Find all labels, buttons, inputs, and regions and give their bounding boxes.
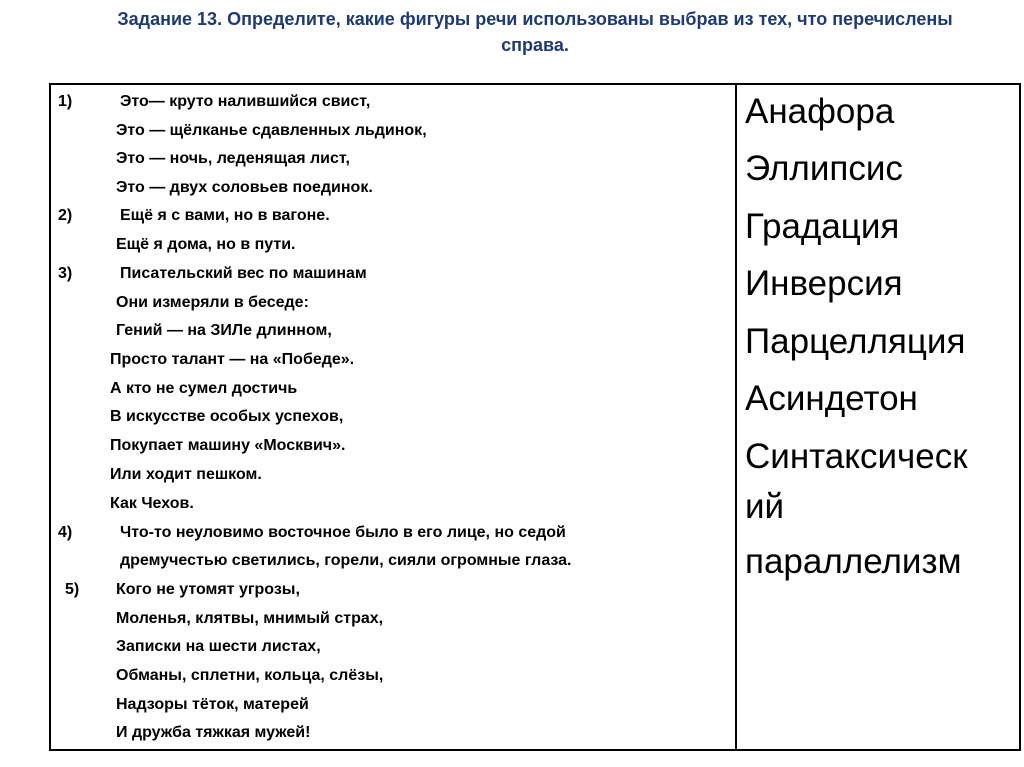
example-line: А кто не сумел достичь — [110, 380, 298, 397]
example-line: Что-то неуловимо восточное было в его лице, но седой — [120, 524, 566, 541]
table-column-divider — [735, 83, 737, 751]
example-line: Просто талант — на «Победе». — [110, 351, 355, 368]
example-line: И дружба тяжкая мужей! — [116, 724, 311, 741]
item-number: 4) — [58, 524, 73, 541]
term-parcellation: Парцелляция — [745, 322, 966, 361]
example-line: Записки на шести листах, — [116, 638, 321, 655]
term-inversion: Инверсия — [745, 264, 903, 303]
term-ellipsis: Эллипсис — [745, 149, 903, 188]
example-line: Это — ночь, леденящая лист, — [116, 150, 350, 167]
example-line: Покупает машину «Москвич». — [110, 437, 346, 454]
term-asyndeton: Асиндетон — [745, 379, 918, 418]
example-line: Писательский вес по машинам — [120, 265, 367, 282]
example-line: Это — щёлканье сдавленных льдинок, — [116, 122, 427, 139]
term-gradation: Градация — [745, 207, 900, 246]
example-line: Они измеряли в беседе: — [116, 294, 309, 311]
task-title-line-2: справа. — [501, 35, 569, 55]
example-line: Моленья, клятвы, мнимый страх, — [116, 610, 384, 627]
example-line: В искусстве особых успехов, — [110, 408, 344, 425]
example-line: Ещё я с вами, но в вагоне. — [120, 207, 330, 224]
task-title — [70, 6, 1000, 58]
example-line: Обманы, сплетни, кольца, слёзы, — [116, 667, 384, 684]
task-title-line-1: Задание 13. Определите, какие фигуры речи использованы выбрав из тех, что перечислены — [117, 9, 953, 29]
example-line: Как Чехов. — [110, 495, 194, 512]
term-syntactic-parallelism-part-1: Синтаксическ — [745, 437, 968, 476]
item-number: 2) — [58, 207, 73, 224]
example-line: Надзоры тёток, матерей — [116, 696, 309, 713]
item-number: 5) — [65, 581, 80, 598]
term-syntactic-parallelism-part-3: параллелизм — [745, 542, 962, 581]
example-line: Или ходит пешком. — [110, 466, 262, 483]
example-line: Это — двух соловьев поединок. — [116, 179, 373, 196]
item-number: 1) — [58, 93, 73, 110]
example-line: Кого не утомят угрозы, — [116, 581, 300, 598]
term-syntactic-parallelism-part-2: ий — [745, 487, 785, 526]
item-number: 3) — [58, 265, 73, 282]
example-line: Это— круто налившийся свист, — [120, 93, 371, 110]
example-line: Ещё я дома, но в пути. — [116, 236, 296, 253]
example-line: дремучестью светились, горели, сияли огромные глаза. — [120, 552, 572, 569]
example-line: Гений — на ЗИЛе длинном, — [116, 322, 332, 339]
term-anaphora: Анафора — [745, 92, 895, 131]
